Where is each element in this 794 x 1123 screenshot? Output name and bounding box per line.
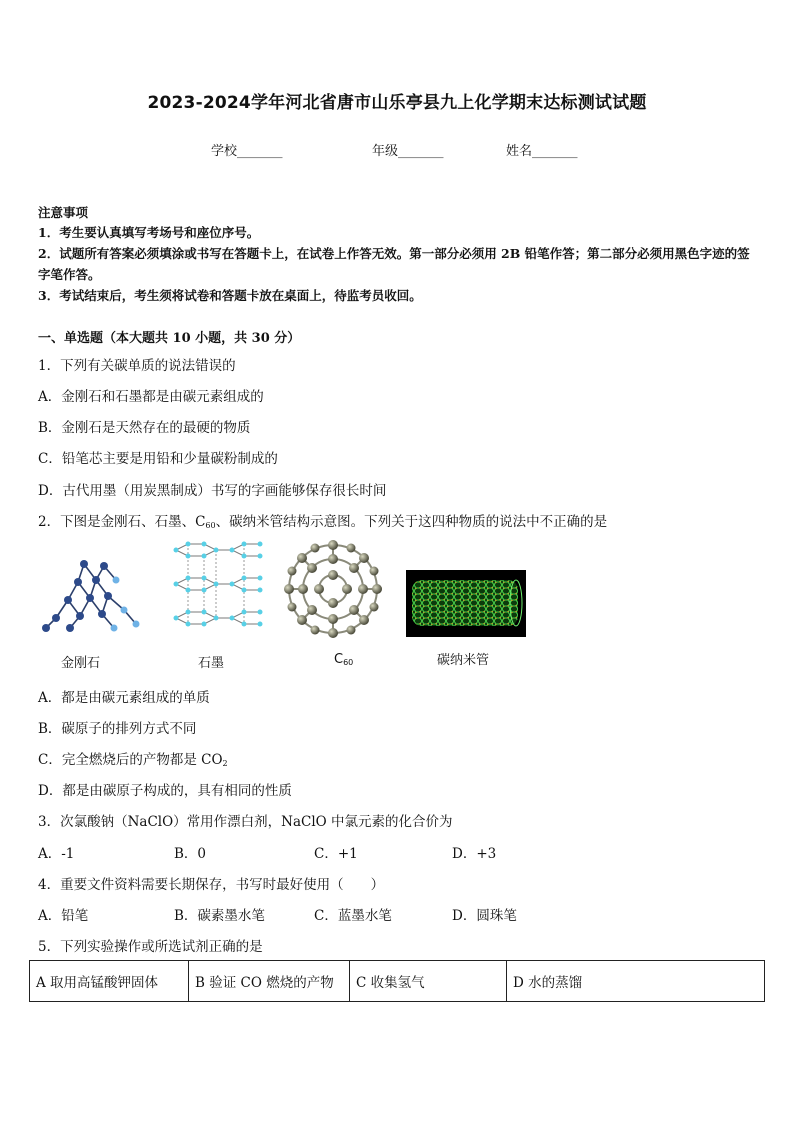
q5-cell-c: C 收集氢气 bbox=[350, 961, 507, 1002]
q2-option-a: A．都是由碳元素组成的单质 bbox=[38, 690, 210, 706]
notice-item: 3．考试结束后，考生须将试卷和答题卡放在桌面上，待监考员收回。 bbox=[38, 288, 422, 303]
caption-diamond: 金刚石 bbox=[61, 656, 101, 671]
question-5-stem: 5．下列实验操作或所选试剂正确的是 bbox=[38, 939, 263, 955]
school-field bbox=[211, 140, 283, 159]
notice-item: 2．试题所有答案必须填涂或书写在答题卡上，在试卷上作答无效。第一部分必须用 2B 铅笔作答；第二部分必须用黑色字迹的签字笔作答。 bbox=[38, 246, 750, 282]
exam-title: 2023-2024学年河北省唐市山乐亭县九上化学期末达标测试试题 bbox=[147, 93, 647, 113]
diamond-structure-image bbox=[40, 540, 144, 636]
school-label: 学校 bbox=[211, 144, 238, 159]
caption-nanotube: 碳纳米管 bbox=[437, 653, 490, 668]
q5-cell-b: B 验证 CO 燃烧的产物 bbox=[189, 961, 350, 1002]
question-1-stem: 1．下列有关碳单质的说法错误的 bbox=[38, 358, 236, 374]
q3-option-a: A．-1 bbox=[38, 846, 75, 862]
q5-cell-a: A 取用高锰酸钾固体 bbox=[30, 961, 189, 1002]
caption-c60 bbox=[334, 652, 353, 667]
q3-option-b: B．0 bbox=[174, 846, 207, 862]
question-4-stem: 4．重要文件资料需要长期保存，书写时最好使用（ ） bbox=[38, 877, 385, 893]
c60-structure-image bbox=[284, 540, 382, 638]
name-field bbox=[506, 140, 578, 159]
table-row bbox=[30, 961, 765, 1002]
q2-option-c bbox=[38, 748, 228, 768]
q5-options-table bbox=[29, 960, 765, 1002]
graphite-structure-image bbox=[170, 540, 266, 636]
notice-heading: 注意事项 bbox=[38, 205, 89, 220]
q1-option-d: D．古代用墨（用炭黑制成）书写的字画能够保存很长时间 bbox=[38, 483, 387, 499]
q2-option-c-text: C．完全燃烧后的产物都是 CO bbox=[38, 752, 223, 768]
q3-option-d: D．+3 bbox=[452, 846, 497, 862]
q4-option-c: C．蓝墨水笔 bbox=[314, 908, 392, 924]
caption-graphite: 石墨 bbox=[198, 656, 225, 671]
q2-stem-part: 、碳纳米管结构示意图。下列关于这四种物质的说法中不正确的是 bbox=[215, 514, 608, 530]
nanotube-structure-image bbox=[406, 570, 526, 637]
grade-label: 年级 bbox=[372, 144, 399, 159]
name-blank: _______ bbox=[532, 144, 578, 159]
q1-option-a: A．金刚石和石墨都是由碳元素组成的 bbox=[38, 389, 264, 405]
caption-c60-base: C bbox=[334, 652, 344, 667]
section-heading: 一、单选题（本大题共 10 小题，共 30 分） bbox=[38, 331, 301, 346]
q2-stem-part: 2．下图是金刚石、石墨、C bbox=[38, 514, 206, 530]
grade-blank: _______ bbox=[398, 144, 444, 159]
q1-option-b: B．金刚石是天然存在的最硬的物质 bbox=[38, 420, 251, 436]
notice-item: 1．考生要认真填写考场号和座位序号。 bbox=[38, 225, 260, 240]
question-2-stem bbox=[38, 510, 607, 530]
q2-option-b: B．碳原子的排列方式不同 bbox=[38, 721, 197, 737]
q3-option-c: C．+1 bbox=[314, 846, 358, 862]
q1-option-c: C．铅笔芯主要是用铅和少量碳粉制成的 bbox=[38, 451, 278, 467]
school-blank: _______ bbox=[237, 144, 283, 159]
q2-option-c-sub: 2 bbox=[222, 759, 228, 768]
q2-stem-sub: 60 bbox=[205, 521, 216, 530]
name-label: 姓名 bbox=[506, 144, 533, 159]
caption-c60-sub: 60 bbox=[343, 658, 354, 667]
q4-option-b: B．碳素墨水笔 bbox=[174, 908, 265, 924]
q2-option-d: D．都是由碳原子构成的，具有相同的性质 bbox=[38, 783, 292, 799]
grade-field bbox=[372, 140, 444, 159]
q4-option-d: D．圆珠笔 bbox=[452, 908, 517, 924]
q5-cell-d: D 水的蒸馏 bbox=[507, 961, 765, 1002]
question-3-stem: 3．次氯酸钠（NaClO）常用作漂白剂，NaClO 中氯元素的化合价为 bbox=[38, 814, 453, 830]
q4-option-a: A．铅笔 bbox=[38, 908, 89, 924]
